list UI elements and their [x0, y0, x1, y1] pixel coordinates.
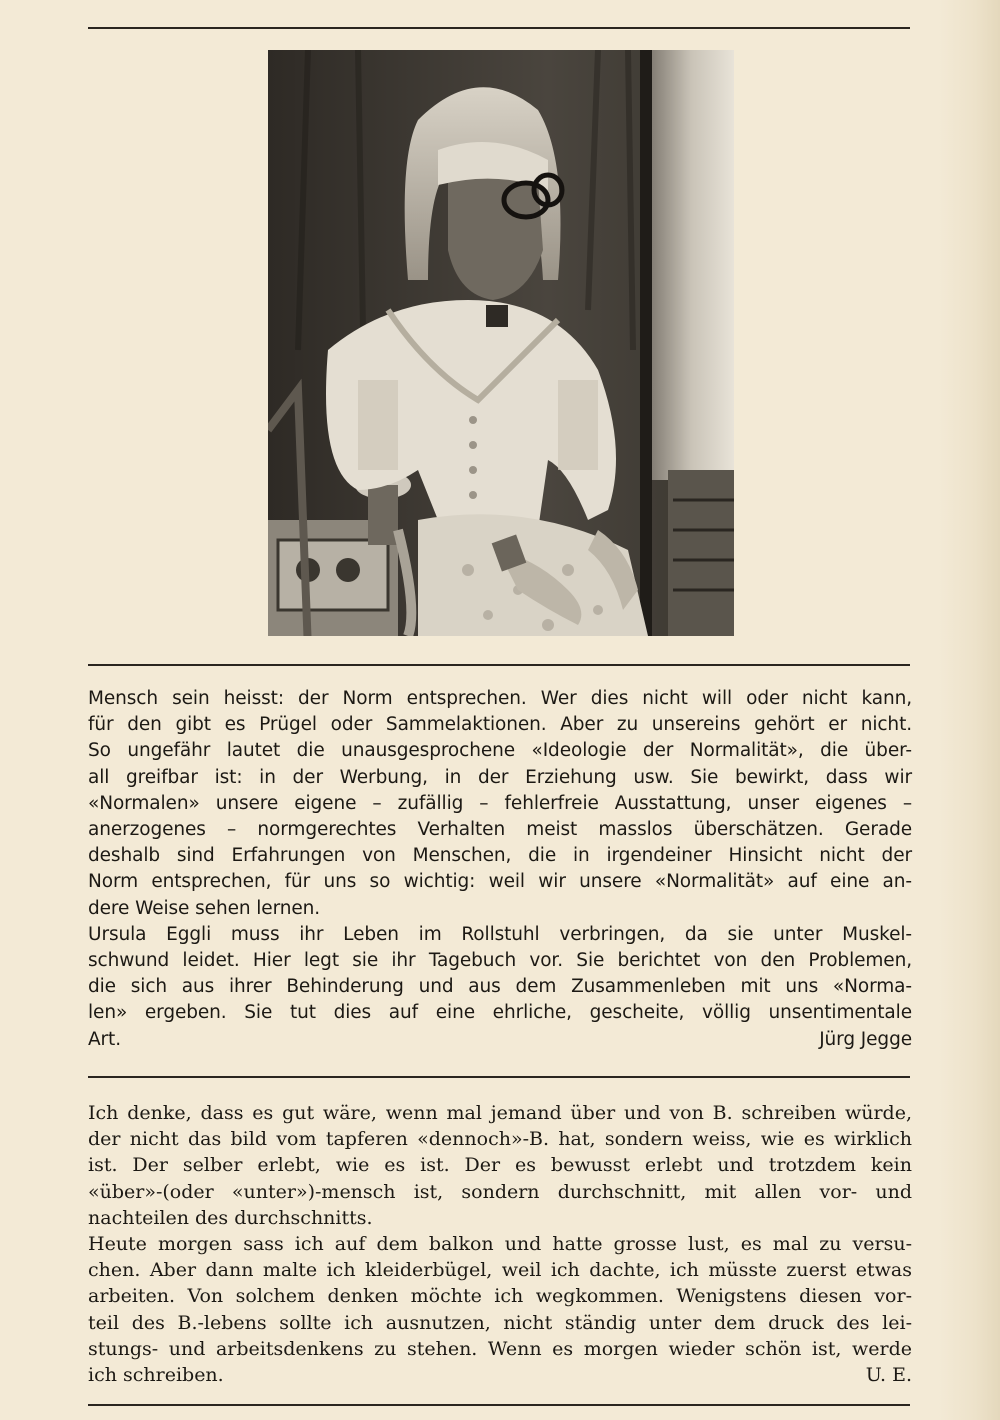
blurb-line: So ungefähr lautet die unausgesprochene «Ideologie der Normalität», die über- — [88, 740, 912, 762]
excerpt-line: teil des B.-lebens sollte ich ausnutzen, nicht ständig unter dem druck des lei- — [88, 1311, 912, 1334]
excerpt-line: Ich denke, dass es gut wäre, wenn mal jemand über und von B. schreiben würde, — [88, 1102, 912, 1124]
blurb-line: dere Weise sehen lernen. — [88, 897, 321, 919]
excerpt-closing-line — [88, 1362, 912, 1388]
excerpt-line: chen. Aber dann malte ich kleiderbügel, weil ich dachte, ich müsste zuerst etwas — [88, 1259, 912, 1282]
diary-excerpt — [88, 1100, 912, 1388]
blurb-line: die sich aus ihrer Behinderung und aus dem Zusammenleben mit uns «Norma- — [88, 976, 912, 998]
middle-rule-bottom — [88, 1076, 910, 1078]
author-photo — [268, 50, 734, 636]
excerpt-line: «über»-(oder «unter»)-mensch ist, sondern durchschnitt, mit allen vor- und — [88, 1180, 912, 1203]
excerpt-line: ist. Der selber erlebt, wie es ist. Der es bewusst erlebt und trotzdem kein — [88, 1154, 912, 1177]
excerpt-line: der nicht das bild vom tapferen «dennoch»-B. hat, sondern weiss, wie es wirklich — [88, 1128, 912, 1151]
page-edge-shadow — [938, 0, 1000, 1420]
blurb-line: len» ergeben. Sie tut dies auf eine ehrliche, gescheite, völlig unsentimentale — [88, 1002, 912, 1024]
blurb-line: Norm entsprechen, für uns so wichtig: weil wir unsere «Normalität» auf eine an- — [88, 871, 912, 893]
blurb-line: Mensch sein heisst: der Norm entsprechen. Wer dies nicht will oder nicht kann, — [88, 688, 912, 709]
middle-rule-top — [88, 664, 910, 666]
blurb-paragraph — [88, 686, 912, 1053]
excerpt-line: Heute morgen sass ich auf dem balkon und hatte grosse lust, es mal zu versu- — [88, 1233, 912, 1256]
blurb-line: für den gibt es Prügel oder Sammelaktionen. Aber zu unsereins gehört er nicht. — [88, 714, 912, 736]
excerpt-line: arbeiten. Von solchem denken möchte ich wegkommen. Wenigstens diesen vor- — [88, 1285, 912, 1308]
blurb-line: «Normalen» unsere eigene – zufällig – fehlerfreie Ausstattung, unser eigenes – — [88, 792, 912, 814]
blurb-line: Ursula Eggli muss ihr Leben im Rollstuhl verbringen, da sie unter Muskel- — [88, 923, 912, 945]
blurb-line: all greifbar ist: in der Werbung, in der Erziehung usw. Sie bewirkt, dass wir — [88, 766, 912, 788]
excerpt-signature: U. E. — [865, 1364, 912, 1387]
top-rule — [88, 27, 910, 29]
blurb-line: anerzogenes – normgerechtes Verhalten meist masslos überschätzen. Gerade — [88, 819, 912, 841]
blurb-line: schwund leidet. Hier legt sie ihr Tagebuch vor. Sie berichtet von den Problemen, — [88, 950, 912, 972]
blurb-closing-line — [88, 1027, 912, 1053]
bottom-rule — [88, 1404, 910, 1406]
excerpt-line: nachteilen des durchschnitts. — [88, 1206, 373, 1229]
excerpt-last-words: ich schreiben. — [88, 1364, 224, 1387]
excerpt-line: stungs- und arbeitsdenkens zu stehen. Wenn es morgen wieder schön ist, werde — [88, 1337, 912, 1360]
blurb-line: deshalb sind Erfahrungen von Menschen, die in irgendeiner Hinsicht nicht der — [88, 845, 912, 867]
blurb-signature: Jürg Jegge — [819, 1028, 912, 1050]
blurb-last-words: Art. — [88, 1028, 121, 1050]
